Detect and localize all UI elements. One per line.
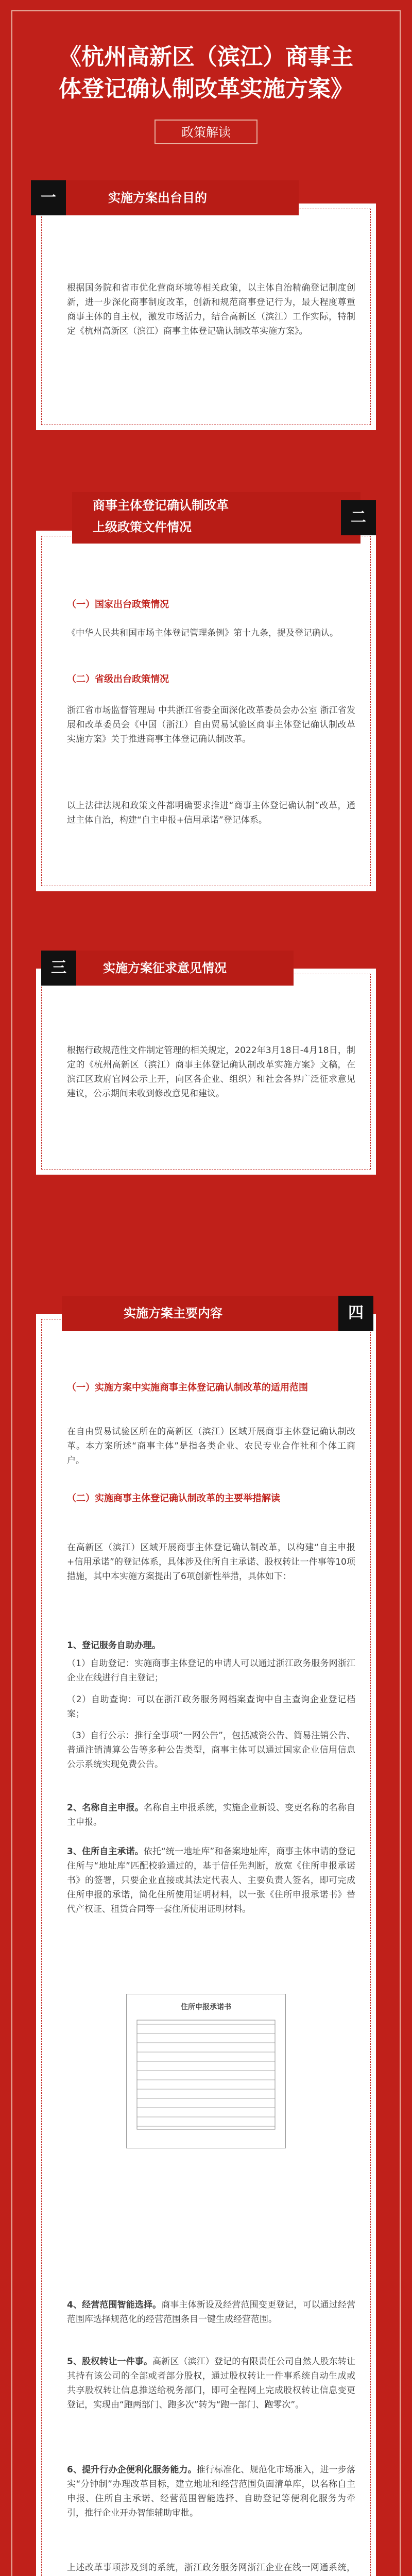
section-2-heading (72, 492, 366, 544)
section-1-card (36, 204, 376, 430)
section-3-heading (52, 951, 294, 986)
section-2-title-l2: 上级政策文件情况 (93, 520, 192, 534)
s4-item4-bold: 4、经营范围智能选择。 (67, 2300, 162, 2310)
s4-item4 (67, 2298, 355, 2327)
section-2-card (36, 531, 376, 891)
s2-text3: 以上法律法规和政策文件都明确要求推进“商事主体登记确认制”改革，通过主体自治，构建“自主申报+信用承诺”登记体系。 (67, 801, 355, 825)
s4-text-last: 上述改革事项涉及到的系统，浙江政务服务网浙江企业在线一网通系统， (67, 2563, 355, 2573)
section-1-title: 实施方案出台目的 (108, 191, 207, 205)
form-title: 住所申报承诺书 (181, 2003, 231, 2011)
residence-declaration-form-image (126, 1994, 286, 2148)
subtitle-badge: 政策解读 (154, 120, 258, 144)
s2-sub1: （一）国家出台政策情况 (67, 599, 169, 610)
section-3-card (36, 969, 376, 1175)
section-4-card (36, 1314, 376, 2576)
section-4-heading (62, 1296, 366, 1331)
section-3-number: 三 (41, 951, 76, 986)
section-1-number: 一 (31, 180, 66, 215)
section-3-text: 根据行政规范性文件制定管理的相关规定，2022年3月18日-4月18日，制定的《杭州高新区（滨江）商事主体登记确认制改革实施方案》文稿，在滨江区政府官网公示上开，向区各企业、组织）和社会各界广泛征求意见建议，公示期间未收到修改意见和建议。 (67, 1045, 355, 1099)
s4-text2: 在高新区（滨江）区域开展商事主体登记确认制改革，以构建“自主申报+信用承诺”的登记体系，具体涉及住所自主承诺、股权转让一件事等10项措施，其中本实施方案提出了6项创新性举措，具体如下： (67, 1543, 355, 1582)
s4-item6-bold: 6、提升行办企便利化服务能力。 (67, 2465, 197, 2475)
s4-item3 (67, 1844, 355, 1917)
s4-item3-bold: 3、住所自主承诺。 (67, 1846, 144, 1857)
s4-item1-title: 1、登记服务自助办理。 (67, 1640, 161, 1651)
s4-item5-bold: 5、股权转让一件事。 (67, 2357, 153, 2367)
section-3-title: 实施方案征求意见情况 (103, 961, 227, 975)
s4-item6-text: 推行标准化、规范化市场准入，进一步落实“分钟制”办理改革目标，建立地址和经营范围负面清单库，以名称自主申报、住所自主承诺、经营范围智能选择、自助登记等便利化服务为牵引，推行企业开办智能辅助审批。 (67, 2465, 356, 2518)
s4-item4-text: 商事主体新设及经营范围变更登记，可以通过经营范围库选择规范化的经营范围条目一键生成经营范围。 (67, 2300, 355, 2325)
s4-text1: 在自由贸易试验区所在的高新区（滨江）区域开展商事主体登记确认制改革。本方案所述“商事主体”是指各类企业、农民专业合作社和个体工商户。 (67, 1427, 355, 1466)
page-title: 《杭州高新区（滨江）商事主 体登记确认制改革实施方案》 (59, 44, 353, 102)
s4-item5-text: 高新区（滨江）登记的有限责任公司自然人股东转让其持有该公司的全部或者部分股权，通过股权转让一件事系统自动生成或共享股权转让信息推送给税务部门，即可全程网上完成股权转让信息变更登记，实现由“跑两部门、跑多次”转为“跑一部门、跑零次”。 (67, 2357, 355, 2410)
s4-item1-b: （2）自助查询：可以在浙江政务服务网档案查询中自主查询企业登记档案； (67, 1694, 355, 1719)
section-2-title-l1: 商事主体登记确认制改革 (93, 498, 229, 513)
s4-item1-c: （3）自行公示：推行全事项“一网公告”，包括减资公告、简易注销公告、普通注销清算公告等多种公告类型，商事主体可以通过国家企业信用信息公示系统实现免费公告。 (67, 1731, 355, 1770)
s2-text2: 浙江省市场监督管理局 中共浙江省委全面深化改革委员会办公室 浙江省发展和改革委员会《中国（浙江）自由贸易试验区商事主体登记确认制改革实施方案》关于推进商事主体登记确认制改革。 (67, 705, 355, 744)
s4-item2-bold: 2、名称自主申报。 (67, 1803, 144, 1813)
s4-item3-text: 依托“统一地址库”和备案地址库，商事主体申请的登记住所与“地址库”匹配校验通过的，基于信任先判断，放宽《住所申报承诺书》的签署，只要企业直接或其法定代表人、主要负责人签名，即可完成住所申报的承诺，简化住所使用证明材料，以一张《住所申报承诺书》替代产权证、租赁合同等一套住所使用证明材料。 (67, 1846, 355, 1914)
section-4-title: 实施方案主要内容 (124, 1306, 222, 1320)
s4-item2 (67, 1801, 355, 1829)
section-1-heading (41, 180, 299, 215)
section-1-text: 根据国务院和省市优化营商环境等相关政策，以主体自治精确登记制度创新，进一步深化商事制度改革，创新和规范商事登记行为，最大程度尊重商事主体的自主权，激发市场活力，结合高新区（滨江）工作实际，特制定《杭州高新区（滨江）商事主体登记确认制改革实施方案》。 (67, 283, 355, 336)
s4-item2-text: 名称自主申报系统，实施企业新设、变更名称的名称自主申报。 (67, 1803, 355, 1827)
section-2-number: 二 (341, 500, 376, 535)
s4-item5 (67, 2354, 355, 2412)
section-4-number: 四 (338, 1296, 373, 1331)
s4-item1-a: （1）自助登记：实施商事主体登记的申请人可以通过浙江政务服务网浙江企业在线进行自主登记； (67, 1658, 355, 1683)
s2-text1: 《中华人民共和国市场主体登记管理条例》第十九条，提及登记确认。 (67, 628, 338, 638)
s4-sub2: （二）实施商事主体登记确认制改革的主要举措解读 (67, 1493, 280, 1504)
s2-sub2: （二）省级出台政策情况 (67, 674, 169, 685)
form-lines (127, 2014, 285, 2148)
s4-item6 (67, 2463, 355, 2520)
s4-sub1: （一）实施方案中实施商事主体登记确认制改革的适用范围 (67, 1382, 308, 1393)
